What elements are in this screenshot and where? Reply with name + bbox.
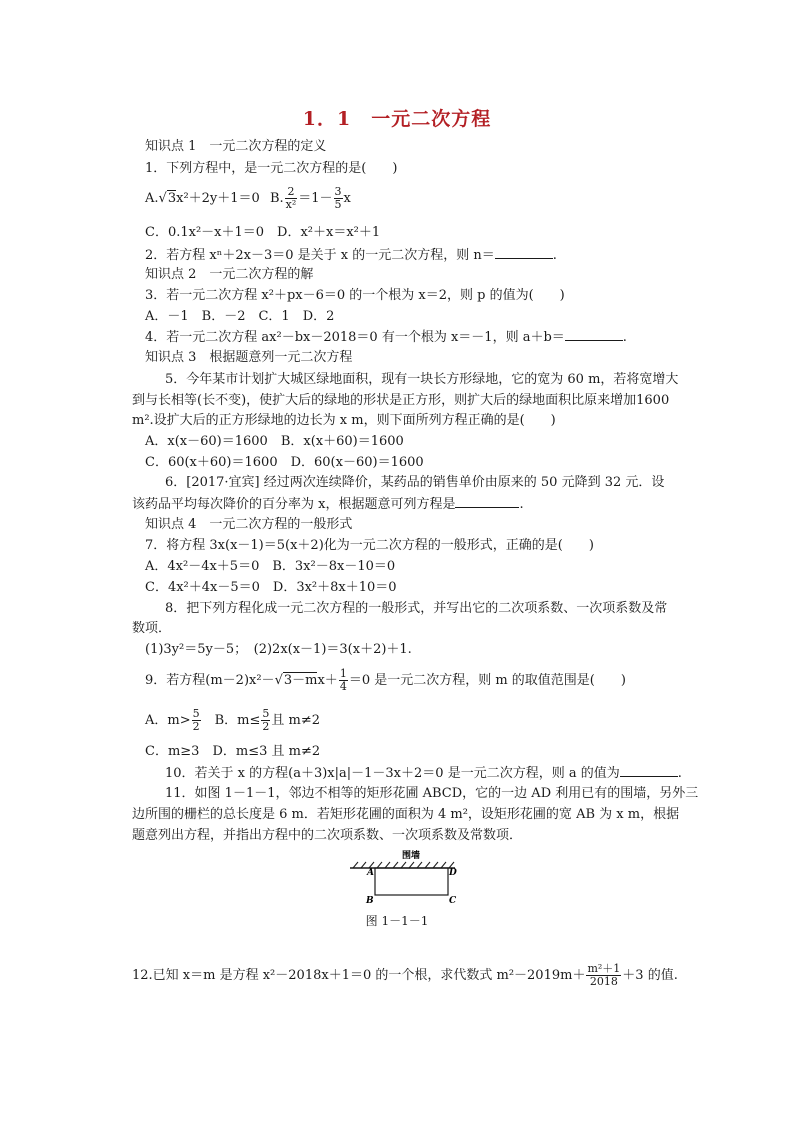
fraction: $\frac{5}{2}$	[262, 707, 270, 733]
question-3-stem: 3．若一元二次方程 x²＋px－6＝0 的一个根为 x＝2，则 p 的值为( )	[145, 288, 565, 303]
question-9-options-cd: C．m≥3 D．m≤3 且 m≠2	[145, 744, 321, 759]
question-2: 2．若方程 xⁿ＋2x－3＝0 是关于 x 的一元二次方程，则 n＝ .	[145, 248, 557, 263]
fraction: $\frac{3}{5}$	[334, 185, 342, 211]
section-heading-3: 知识点 3 根据题意列一元二次方程	[145, 350, 353, 365]
question-8-line-3: (1)3y²＝5y－5； (2)2x(x－1)＝3(x＋2)＋1.	[145, 642, 412, 657]
vertex-b-label: B	[366, 896, 374, 906]
fraction: $\frac{5}{2}$	[192, 707, 200, 733]
question-11-line-3: 题意列出方程，并指出方程中的二次项系数、一次项系数及常数项．	[132, 828, 523, 843]
question-7-stem: 7．将方程 3x(x－1)＝5(x＋2)化为一元二次方程的一般形式，正确的是( )	[145, 538, 594, 553]
question-1-stem: 1．下列方程中，是一元二次方程的是( )	[145, 161, 398, 176]
question-5-line-2: 到与长相等(长不变)，使扩大后的绿地的形状是正方形，则扩大后的绿地面积比原来增加1600	[132, 393, 670, 408]
question-11-line-1: 11．如图 1－1－1，邻边不相等的矩形花圃 ABCD，它的一边 AD 利用已有的围墙，另外三	[165, 786, 699, 801]
answer-blank[interactable]	[455, 495, 519, 508]
rectangle-abcd	[375, 868, 448, 895]
fraction: $\frac{\text{m²＋1}}{2018}$	[587, 962, 621, 988]
question-3-options: A．－1 B．－2 C．1 D．2	[145, 309, 335, 324]
question-7-options-ab: A．4x²－4x＋5＝0 B．3x²－8x－10＝0	[145, 559, 396, 574]
question-7-options-cd: C．4x²＋4x－5＝0 D．3x²＋8x＋10＝0	[145, 580, 397, 595]
wall-label: 围墙	[402, 851, 421, 861]
question-10: 10．若关于 x 的方程(a＋3)x|a|－1－3x＋2＝0 是一元二次方程，则 a 的值为 .	[165, 766, 682, 781]
question-8-line-1: 8．把下列方程化成一元二次方程的一般形式，并写出它的二次项系数、一次项系数及常	[165, 601, 668, 616]
question-6-line-1: 6．[2017·宜宾] 经过两次连续降价，某药品的销售单价由原来的 50 元降到 32 元．设	[165, 475, 665, 490]
question-6-line-2: 该药品平均每次降价的百分率为 x，根据题意可列方程是 .	[132, 497, 524, 512]
question-9-options-ab: A．m> $\frac{5}{2}$ B．m≤ $\frac{5}{2}$ 且 m≠2	[145, 707, 321, 733]
fraction: $\frac{2}{\text{x²}}$	[285, 185, 297, 211]
page-title: 1．1 一元二次方程	[302, 108, 492, 130]
question-11-line-2: 边所围的栅栏的总长度是 6 m．若矩形花圃的面积为 4 m²，设矩形花圃的宽 AB 为 x m，根据	[132, 807, 680, 822]
answer-blank[interactable]	[565, 328, 623, 341]
answer-blank[interactable]	[495, 246, 553, 259]
section-heading-4: 知识点 4 一元二次方程的一般形式	[145, 517, 353, 532]
section-heading-1: 知识点 1 一元二次方程的定义	[145, 139, 327, 154]
vertex-a-label: A	[367, 868, 374, 878]
question-5-line-3: m².设扩大后的正方形绿地的边长为 x m，则下面所列方程正确的是( )	[132, 413, 556, 428]
figure-1-1-1	[345, 848, 460, 908]
question-9-stem: 9．若方程(m－2)x²－√3－mx＋ $\frac{1}{4}$ ＝0 是一元二次方程，则 m 的取值范围是( )	[145, 667, 626, 693]
question-5-line-1: 5．今年某市计划扩大城区绿地面积，现有一块长方形绿地，它的宽为 60 m，若将宽增大	[165, 372, 679, 387]
question-5-options-cd: C．60(x＋60)＝1600 D．60(x－60)＝1600	[145, 455, 424, 470]
question-5-options-ab: A．x(x－60)＝1600 B．x(x＋60)＝1600	[145, 434, 404, 449]
question-12: 12.已知 x＝m 是方程 x²－2018x＋1＝0 的一个根，求代数式 m²－2019m＋ $\frac{\text{m²＋1}}{2018}$ ＋3 的值.	[132, 962, 678, 988]
vertex-c-label: C	[449, 896, 457, 906]
vertex-d-label: D	[449, 868, 457, 878]
answer-blank[interactable]	[620, 764, 678, 777]
question-4: 4．若一元二次方程 ax²－bx－2018＝0 有一个根为 x＝－1，则 a＋b＝ .	[145, 330, 627, 345]
fraction: $\frac{1}{4}$	[339, 667, 347, 693]
question-1-options-ab: A.√3x²＋2y＋1＝0 B. $\frac{2}{\text{x²}}$ ＝1－ $\frac{3}{5}$ x	[145, 185, 351, 211]
section-heading-2: 知识点 2 一元二次方程的解	[145, 267, 314, 282]
figure-caption: 图 1－1－1	[365, 914, 429, 928]
question-8-line-2: 数项．	[132, 621, 172, 636]
question-1-options-cd: C．0.1x²－x＋1＝0 D．x²＋x＝x²＋1	[145, 225, 381, 240]
